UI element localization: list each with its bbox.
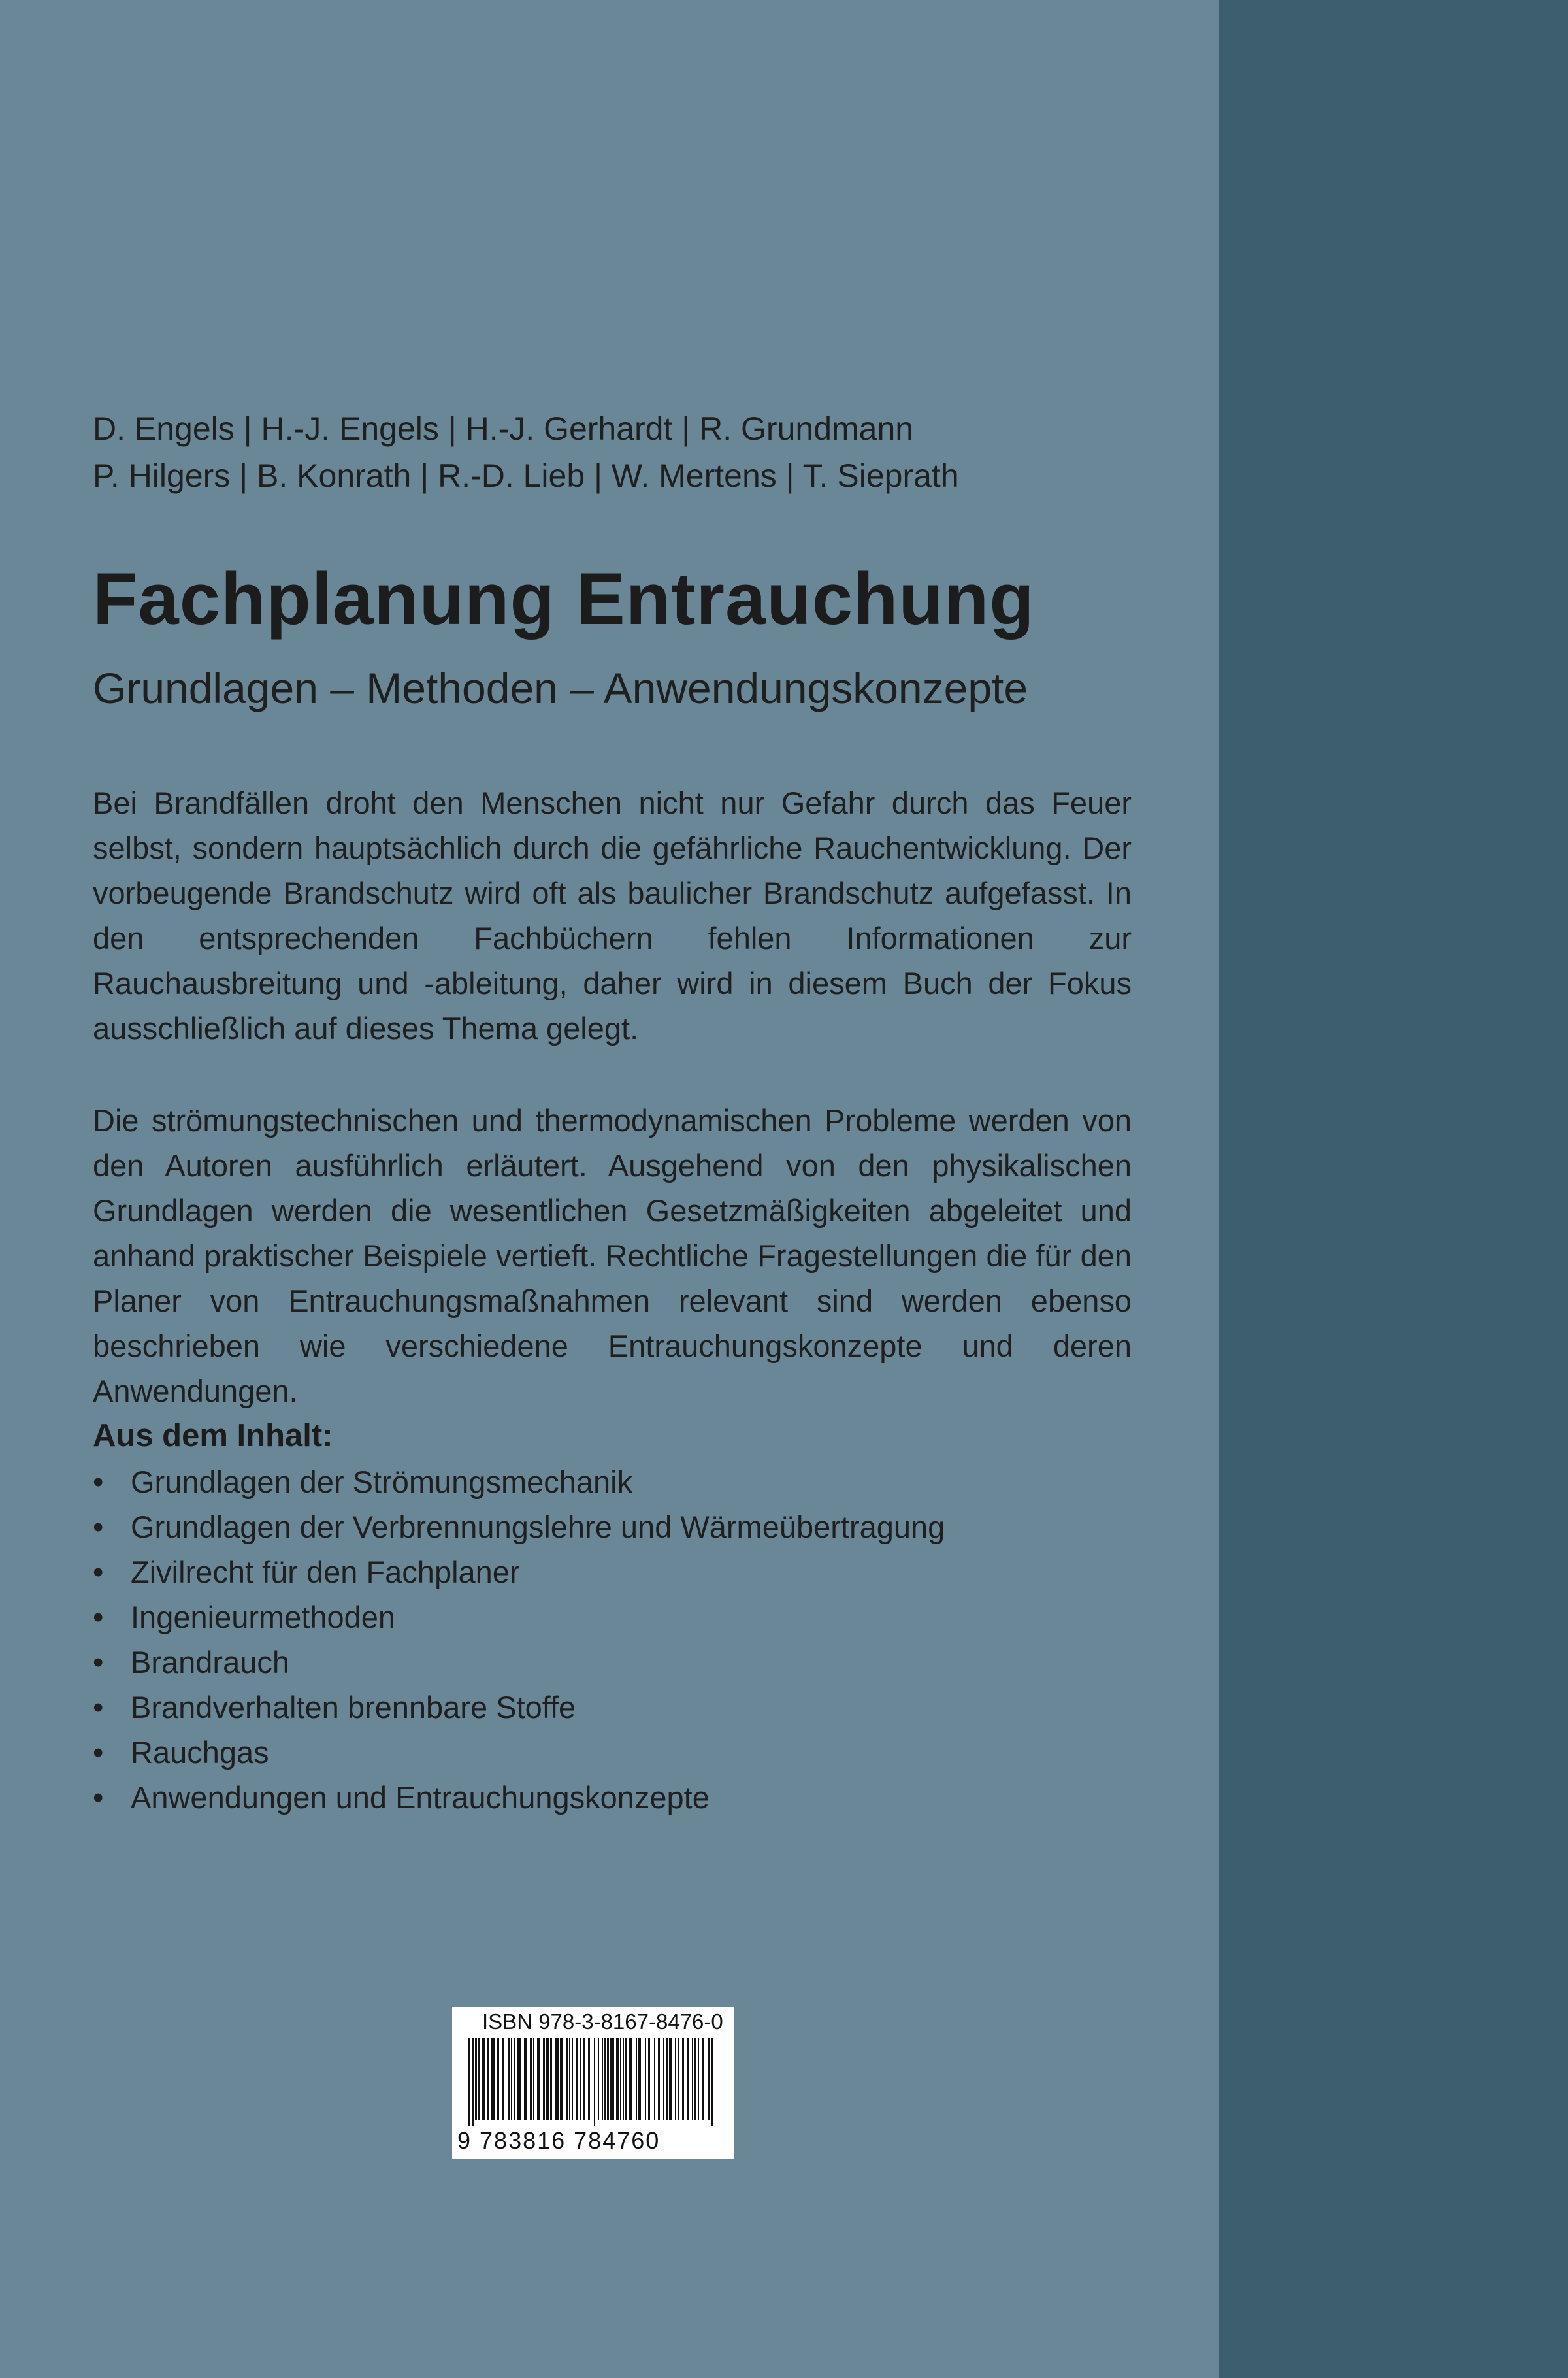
spine-band: [1219, 0, 1568, 2378]
list-item: • Rauchgas: [93, 1730, 945, 1775]
bullet-icon: •: [93, 1780, 104, 1815]
list-item: • Zivilrecht für den Fachplaner: [93, 1549, 945, 1594]
barcode-bar: [569, 2038, 570, 2120]
barcode-bar: [711, 2038, 713, 2126]
contents-list: [93, 1459, 945, 1820]
bullet-icon: •: [93, 1464, 104, 1499]
author-line-1: D. Engels | H.-J. Engels | H.-J. Gerhardt | R. Grundmann: [93, 410, 914, 447]
barcode-bar: [533, 2038, 534, 2120]
barcode-bar: [580, 2038, 581, 2120]
barcode-bar: [555, 2038, 559, 2120]
barcode-bar: [645, 2038, 646, 2120]
barcode-bar: [514, 2038, 515, 2120]
barcode-bar: [475, 2038, 477, 2120]
barcode-bar: [682, 2038, 684, 2120]
barcode-digits: 9 783816 784760: [457, 2127, 661, 2154]
list-item: • Grundlagen der Verbrennungslehre und Wärmeübertragung: [93, 1504, 945, 1549]
barcode-bar: [616, 2038, 619, 2120]
barcode-bar: [491, 2038, 495, 2120]
barcode-bar: [638, 2038, 641, 2120]
barcode-bar: [694, 2038, 696, 2120]
barcode-bar: [678, 2038, 679, 2120]
barcode-bar: [708, 2038, 710, 2120]
barcode-bar: [692, 2038, 693, 2120]
barcode-bar: [482, 2038, 485, 2120]
barcode-bar: [610, 2038, 614, 2120]
barcode-bars: [468, 2038, 719, 2126]
list-item: • Brandrauch: [93, 1640, 945, 1685]
barcode-bar: [588, 2038, 590, 2120]
barcode-bar: [607, 2038, 609, 2120]
barcode-bar: [698, 2038, 699, 2120]
barcode-bar: [602, 2038, 603, 2120]
book-title: Fachplanung Entrauchung: [93, 558, 1035, 640]
barcode-bar: [663, 2038, 664, 2120]
list-item: • Anwendungen und Entrauchungskonzepte: [93, 1775, 945, 1820]
barcode-bar: [546, 2038, 549, 2120]
barcode-bar: [511, 2038, 512, 2120]
contents-heading: Aus dem Inhalt:: [93, 1418, 333, 1453]
barcode-bar: [625, 2038, 627, 2120]
barcode-bar: [604, 2038, 606, 2120]
barcode-bar: [472, 2038, 474, 2126]
barcode-bar: [658, 2038, 660, 2120]
barcode-bar: [675, 2038, 676, 2120]
barcode-bar: [487, 2038, 489, 2120]
barcode-bar: [468, 2038, 470, 2126]
bullet-icon: •: [93, 1735, 104, 1770]
barcode-bar: [666, 2038, 668, 2120]
barcode-bar: [648, 2038, 650, 2120]
barcode-bar: [654, 2038, 655, 2120]
bullet-icon: •: [93, 1645, 104, 1679]
list-item: • Grundlagen der Strömungsmechanik: [93, 1459, 945, 1504]
bullet-icon: •: [93, 1510, 104, 1544]
barcode-bar: [572, 2038, 573, 2120]
bullet-icon: •: [93, 1690, 104, 1725]
barcode-bar: [537, 2038, 540, 2120]
author-line-2: P. Hilgers | B. Konrath | R.-D. Lieb | W. Mertens | T. Sieprath: [93, 457, 959, 494]
barcode-bar: [517, 2038, 521, 2120]
bullet-icon: •: [93, 1600, 104, 1634]
barcode-bar: [623, 2038, 624, 2120]
barcode-bar: [583, 2038, 585, 2120]
barcode-bar: [598, 2038, 599, 2120]
barcode-bar: [530, 2038, 532, 2120]
barcode-bar: [566, 2038, 568, 2120]
barcode-bar: [687, 2038, 689, 2120]
barcode-bar: [524, 2038, 527, 2120]
list-item: • Ingenieurmethoden: [93, 1594, 945, 1640]
list-item: • Brandverhalten brennbare Stoffe: [93, 1685, 945, 1730]
barcode-bar: [497, 2038, 499, 2120]
barcode-bar: [543, 2038, 545, 2120]
isbn-label: ISBN 978-3-8167-8476-0: [482, 2009, 723, 2034]
barcode-bar: [560, 2038, 563, 2120]
barcode-bar: [508, 2038, 510, 2120]
barcode-bar: [620, 2038, 621, 2120]
bullet-icon: •: [93, 1555, 104, 1589]
barcode-bar: [550, 2038, 552, 2120]
barcode-bar: [478, 2038, 480, 2120]
barcode-bar: [702, 2038, 704, 2120]
barcode-bar: [669, 2038, 672, 2120]
barcode-bar: [629, 2038, 632, 2120]
book-subtitle: Grundlagen – Methoden – Anwendungskonzepte: [93, 664, 1028, 712]
author-list: [93, 405, 959, 499]
description-paragraph-1: Bei Brandfällen droht den Menschen nicht nur Gefahr durch das Feuer selbst, sondern hauptsächlich durch die gefährliche Rauchentwicklung. Der vorbeugende Brandschutz wird oft als baulicher Brandschutz aufgefasst. In den entsprechenden Fachbüchern fehlen Informationen zur Rauchausbreitung und -ableitung, daher wird in diesem Buch der Fokus ausschließlich auf dieses Thema gelegt.: [93, 785, 1132, 1046]
isbn-barcode: [452, 2007, 734, 2159]
barcode-bar: [502, 2038, 504, 2120]
barcode-bar: [594, 2038, 595, 2126]
description-paragraph-2: Die strömungstechnischen und thermodynamischen Probleme werden von den Autoren ausführlich erläutert. Ausgehend von den physikalischen Grundlagen werden die wesentlichen Gesetzmäßigkeiten abgeleitet und anhand praktischer Beispiele vertieft. Rechtliche Fragestellungen die für den Planer von Entrauchungsmaßnahmen relevant sind werden ebenso beschrieben wie verschiedene Entrauchungskonzepte und deren Anwendungen.: [93, 1103, 1132, 1408]
barcode-bar: [636, 2038, 637, 2120]
barcode-bar: [576, 2038, 578, 2120]
